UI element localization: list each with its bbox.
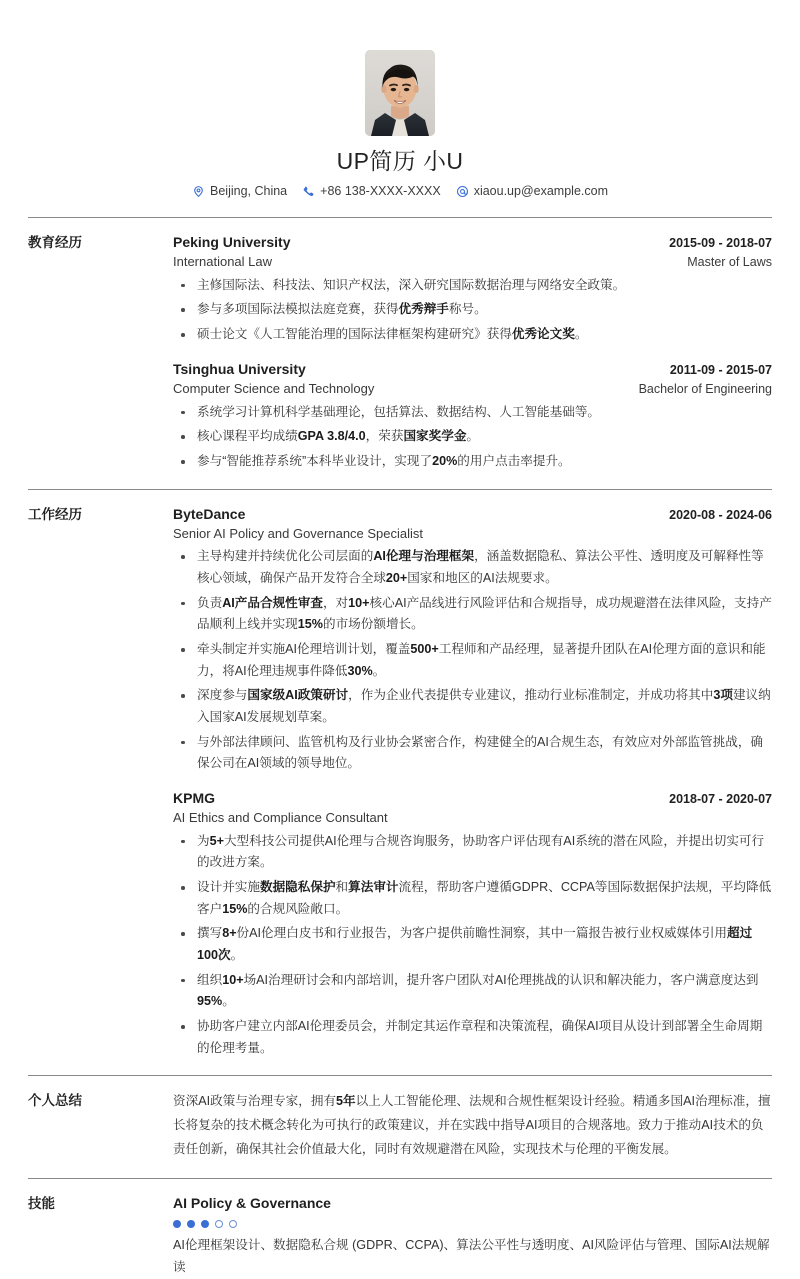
bullet-item: 与外部法律顾问、监管机构及行业协会紧密合作，构建健全的AI合规生态，有效应对外部监管挑战，确保公司在AI领域的领导地位。 xyxy=(173,732,772,775)
entry-top-row xyxy=(173,359,772,379)
entry-major: Computer Science and Technology xyxy=(173,380,375,396)
section-body-education xyxy=(173,232,772,473)
organization-name: Peking University xyxy=(173,233,291,250)
section-body-work xyxy=(173,504,772,1060)
entry-top-row xyxy=(173,788,772,808)
skill-level-dots xyxy=(173,1220,772,1228)
bullet-item: 主导构建并持续优化公司层面的AI伦理与治理框架，涵盖数据隐私、算法公平性、透明度及可解释性等核心领域，确保产品开发符合全球20+国家和地区的AI法规要求。 xyxy=(173,546,772,589)
entry-bullet-list xyxy=(173,275,772,346)
contact-location-text: Beijing, China xyxy=(210,183,288,198)
organization-name: KPMG xyxy=(173,789,215,806)
bullet-item: 系统学习计算机科学基础理论，包括算法、数据结构、人工智能基础等。 xyxy=(173,402,772,424)
phone-icon xyxy=(302,185,315,198)
page-title: UP简历 小U xyxy=(336,148,464,174)
entry-bullet-list xyxy=(173,402,772,473)
entry-period: 2015-09 - 2018-07 xyxy=(669,235,772,250)
bullet-item: 设计并实施数据隐私保护和算法审计流程，帮助客户遵循GDPR、CCPA等国际数据保护法规，平均降低客户15%的合规风险敞口。 xyxy=(173,877,772,920)
entry-job-title: AI Ethics and Compliance Consultant xyxy=(173,810,388,826)
summary-text: 资深AI政策与治理专家，拥有5年以上人工智能伦理、法规和合规性框架设计经验。精通多国AI治理标准，擅长将复杂的技术概念转化为可执行的政策建议，并在实践中指导AI项目的合规落地。致力于推动AI技术的负责任创新，确保其社会价值最大化，同时有效规避潜在风险，实现技术与伦理的平衡发展。 xyxy=(173,1094,771,1157)
entry-major: International Law xyxy=(173,253,273,269)
entry-bullet-list xyxy=(173,546,772,775)
avatar xyxy=(365,50,435,136)
bullet-item: 撰写8+份AI伦理白皮书和行业报告，为客户提供前瞻性洞察，其中一篇报告被行业权威媒体引用超过100次。 xyxy=(173,923,772,966)
section-body-summary xyxy=(173,1090,772,1162)
bullet-item: 牵头制定并实施AI伦理培训计划，覆盖500+工程师和产品经理，显著提升团队在AI伦理方面的意识和能力，将AI伦理违规事件降低30%。 xyxy=(173,639,772,682)
contact-phone-text: +86 138-XXXX-XXXX xyxy=(320,183,441,198)
bullet-item: 协助客户建立内部AI伦理委员会，并制定其运作章程和决策流程，确保AI项目从设计到部署全生命周期的伦理考量。 xyxy=(173,1016,772,1059)
entry-job-title: Senior AI Policy and Governance Specialist xyxy=(173,525,424,541)
section-label-summary: 个人总结 xyxy=(28,1093,82,1109)
section-body-skills xyxy=(173,1193,772,1279)
entry-period: 2018-07 - 2020-07 xyxy=(669,791,772,806)
entry-period: 2020-08 - 2024-06 xyxy=(669,507,772,522)
bullet-item: 核心课程平均成绩GPA 3.8/4.0，荣获国家奖学金。 xyxy=(173,426,772,448)
organization-name: Tsinghua University xyxy=(173,360,306,377)
section-education xyxy=(28,217,772,473)
skill-dot-empty xyxy=(229,1220,237,1228)
skill-item xyxy=(173,1193,772,1279)
entry-degree: Bachelor of Engineering xyxy=(638,381,772,396)
skill-dot-empty xyxy=(215,1220,223,1228)
section-label-work: 工作经历 xyxy=(28,506,82,522)
skill-dot-filled xyxy=(173,1220,181,1228)
portrait-photo-icon xyxy=(365,50,435,136)
bullet-item: 参与多项国际法模拟法庭竞赛，获得优秀辩手称号。 xyxy=(173,299,772,321)
bullet-item: 组织10+场AI治理研讨会和内部培训，提升客户团队对AI伦理挑战的认识和解决能力，客户满意度达到95%。 xyxy=(173,970,772,1013)
bullet-item: 参与“智能推荐系统”本科毕业设计，实现了20%的用户点击率提升。 xyxy=(173,451,772,473)
bullet-item: 负责AI产品合规性审查，对10+核心AI产品线进行风险评估和合规指导，成功规避潜在法律风险，支持产品顺利上线并实现15%的市场份额增长。 xyxy=(173,593,772,636)
section-label-education: 教育经历 xyxy=(28,234,82,250)
entry-top-row xyxy=(173,232,772,252)
work-entry xyxy=(173,504,772,775)
resume-header xyxy=(28,0,772,198)
skill-description: AI伦理框架设计、数据隐私合规 (GDPR、CCPA)、算法公平性与透明度、AI风险评估与管理、国际AI法规解读 xyxy=(173,1238,770,1275)
section-skills xyxy=(28,1178,772,1279)
bullet-item: 硕士论文《人工智能治理的国际法律框架构建研究》获得优秀论文奖。 xyxy=(173,324,772,346)
location-pin-icon xyxy=(192,185,205,198)
contact-email-text: xiaou.up@example.com xyxy=(473,183,608,198)
education-entry xyxy=(173,232,772,346)
entry-sub-row xyxy=(173,379,772,399)
entry-sub-row xyxy=(173,524,772,544)
work-entry xyxy=(173,788,772,1059)
organization-name: ByteDance xyxy=(173,505,246,522)
email-at-icon xyxy=(456,185,469,198)
skill-dot-filled xyxy=(187,1220,195,1228)
entry-sub-row xyxy=(173,252,772,272)
contact-line xyxy=(28,185,772,198)
entry-degree: Master of Laws xyxy=(687,254,772,269)
section-personal-summary xyxy=(28,1075,772,1162)
bullet-item: 为5+大型科技公司提供AI伦理与合规咨询服务，协助客户评估现有AI系统的潜在风险，并提出切实可行的改进方案。 xyxy=(173,831,772,874)
entry-top-row xyxy=(173,504,772,524)
bullet-item: 主修国际法、科技法、知识产权法，深入研究国际数据治理与网络安全政策。 xyxy=(173,275,772,297)
entry-bullet-list xyxy=(173,831,772,1060)
contact-phone xyxy=(302,185,441,198)
skill-name: AI Policy & Governance xyxy=(173,1195,331,1212)
entry-period: 2011-09 - 2015-07 xyxy=(669,362,772,377)
bullet-item: 深度参与国家级AI政策研讨，作为企业代表提供专业建议，推动行业标准制定，并成功将其中3项建议纳入国家AI发展规划草案。 xyxy=(173,685,772,728)
section-label-skills: 技能 xyxy=(28,1196,55,1212)
entry-sub-row xyxy=(173,808,772,828)
education-entry xyxy=(173,359,772,473)
skill-dot-filled xyxy=(201,1220,209,1228)
contact-email xyxy=(456,185,608,198)
contact-location xyxy=(192,185,287,198)
section-work-experience xyxy=(28,489,772,1060)
